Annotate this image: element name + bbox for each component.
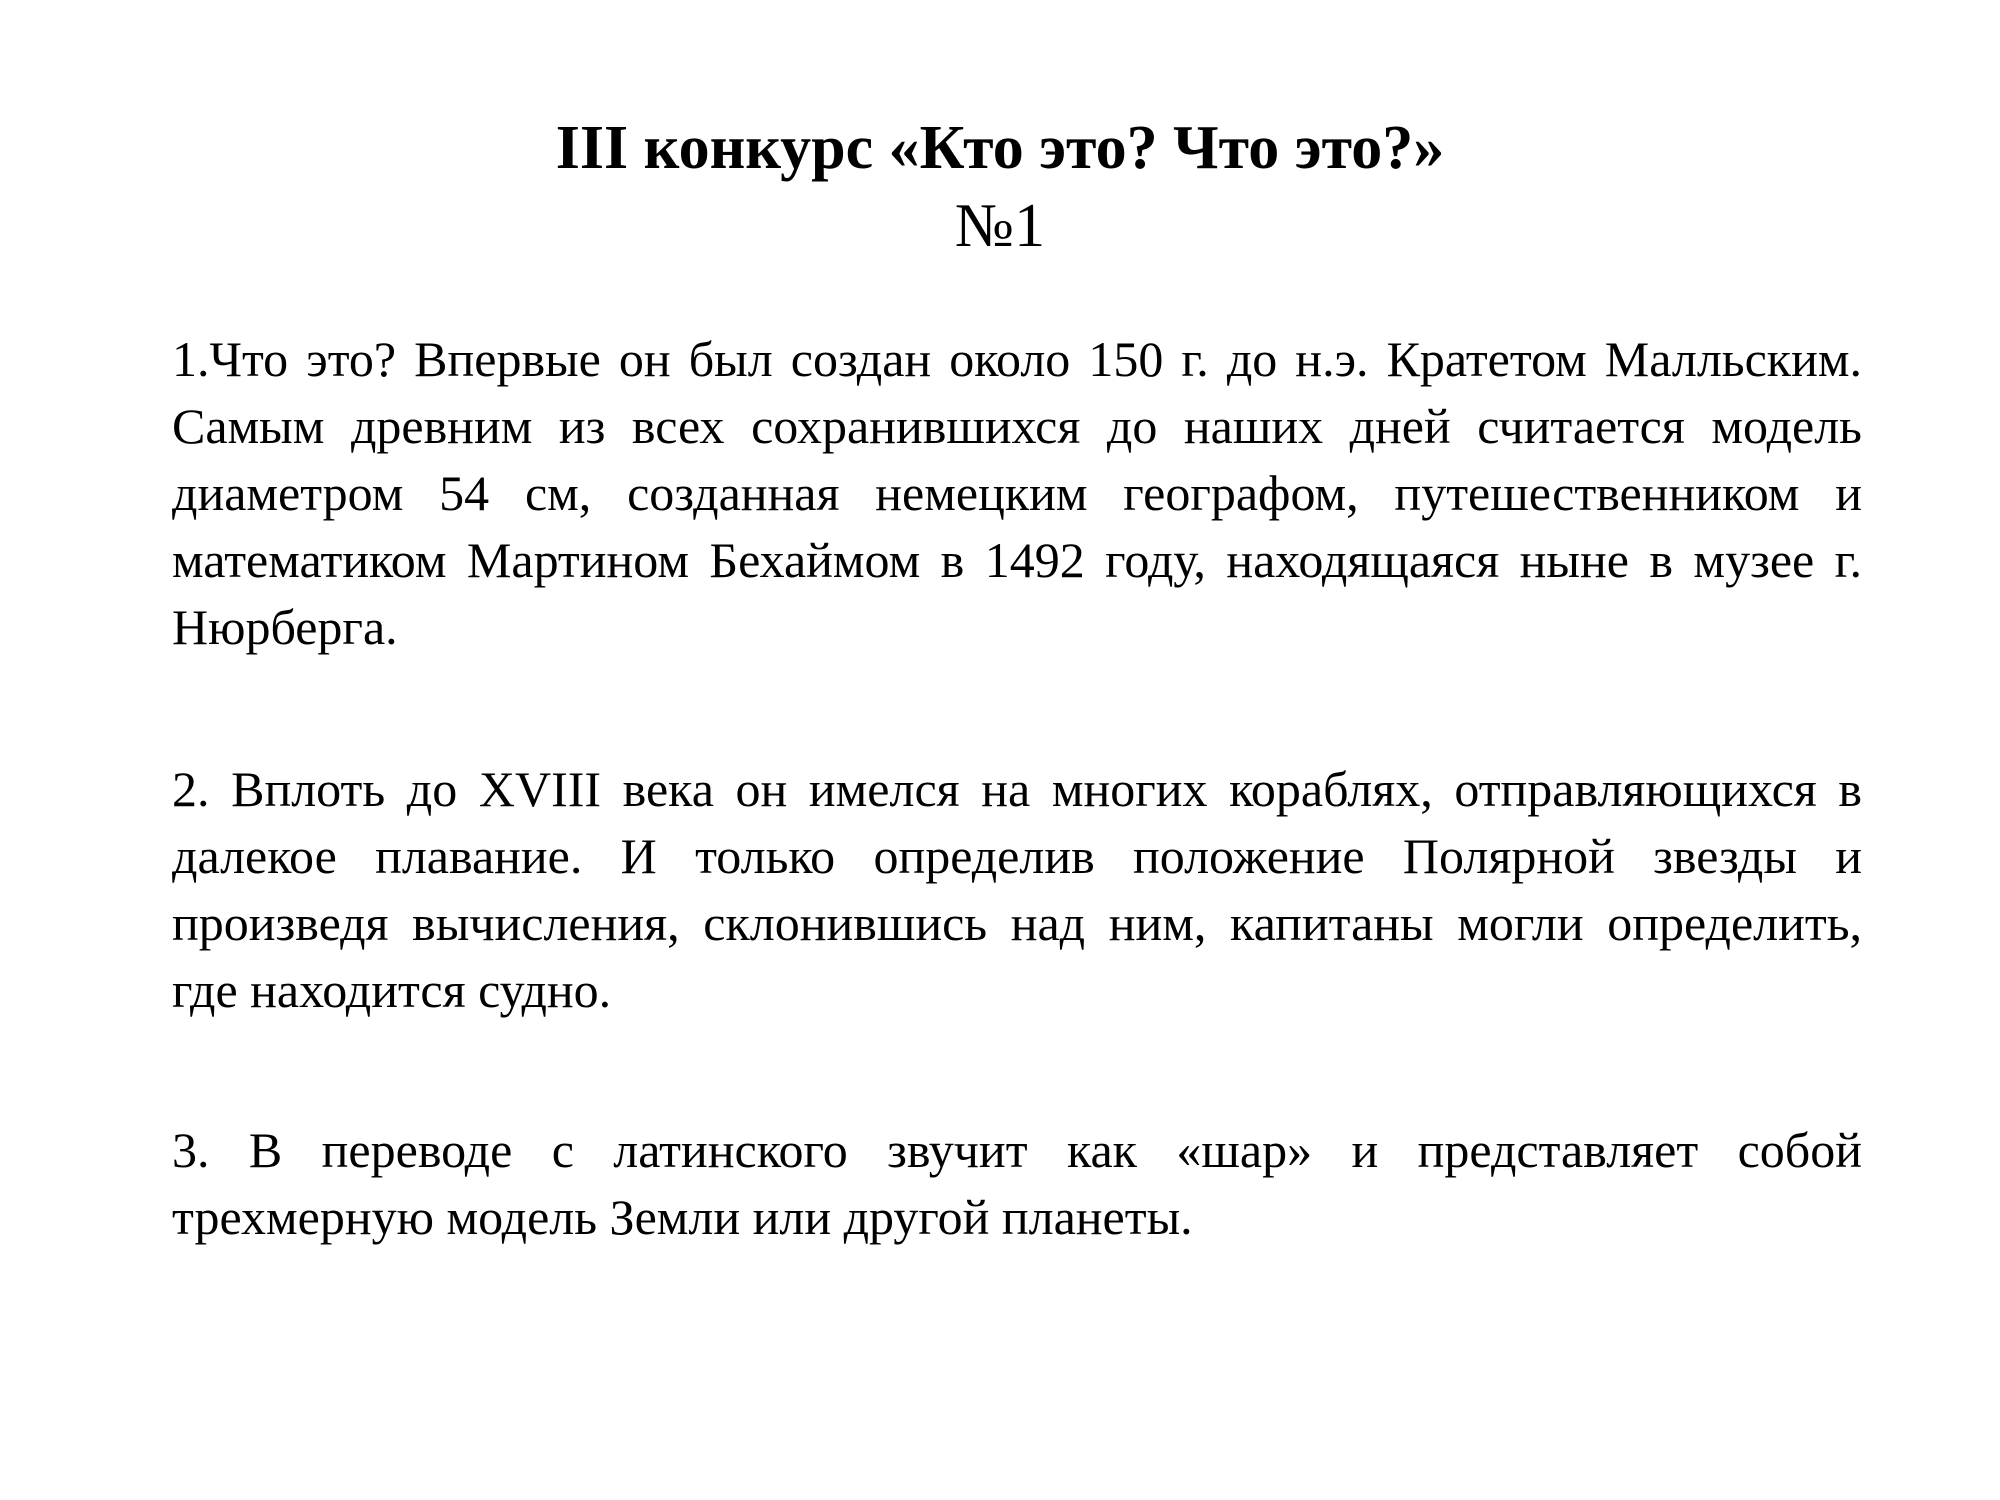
slide-title: III конкурс «Кто это? Что это?»: [555, 114, 1445, 182]
question-1: 1.Что это? Впервые он был создан около 150 г. до н.э. Кратетом Малльским. Самым древним из всех сохранившихся до наших дней считается модель диаметром 54 см, созданная немецким географом, путешественником и математиком Мартином Бехаймом в 1492 году, находящаяся ныне в музее г. Нюрберга.: [172, 331, 1862, 655]
slide-subtitle: №1: [954, 192, 1046, 260]
question-3: 3. В переводе с латинского звучит как «шар» и представляет собой трехмерную модель Земли или другой планеты.: [172, 1122, 1862, 1245]
question-2: 2. Вплоть до XVIII века он имелся на многих кораблях, отправляющихся в далекое плавание. И только определив положение Полярной звезды и произведя вычисления, склонившись над ним, капитаны могли определить, где находится судно.: [172, 761, 1862, 1018]
